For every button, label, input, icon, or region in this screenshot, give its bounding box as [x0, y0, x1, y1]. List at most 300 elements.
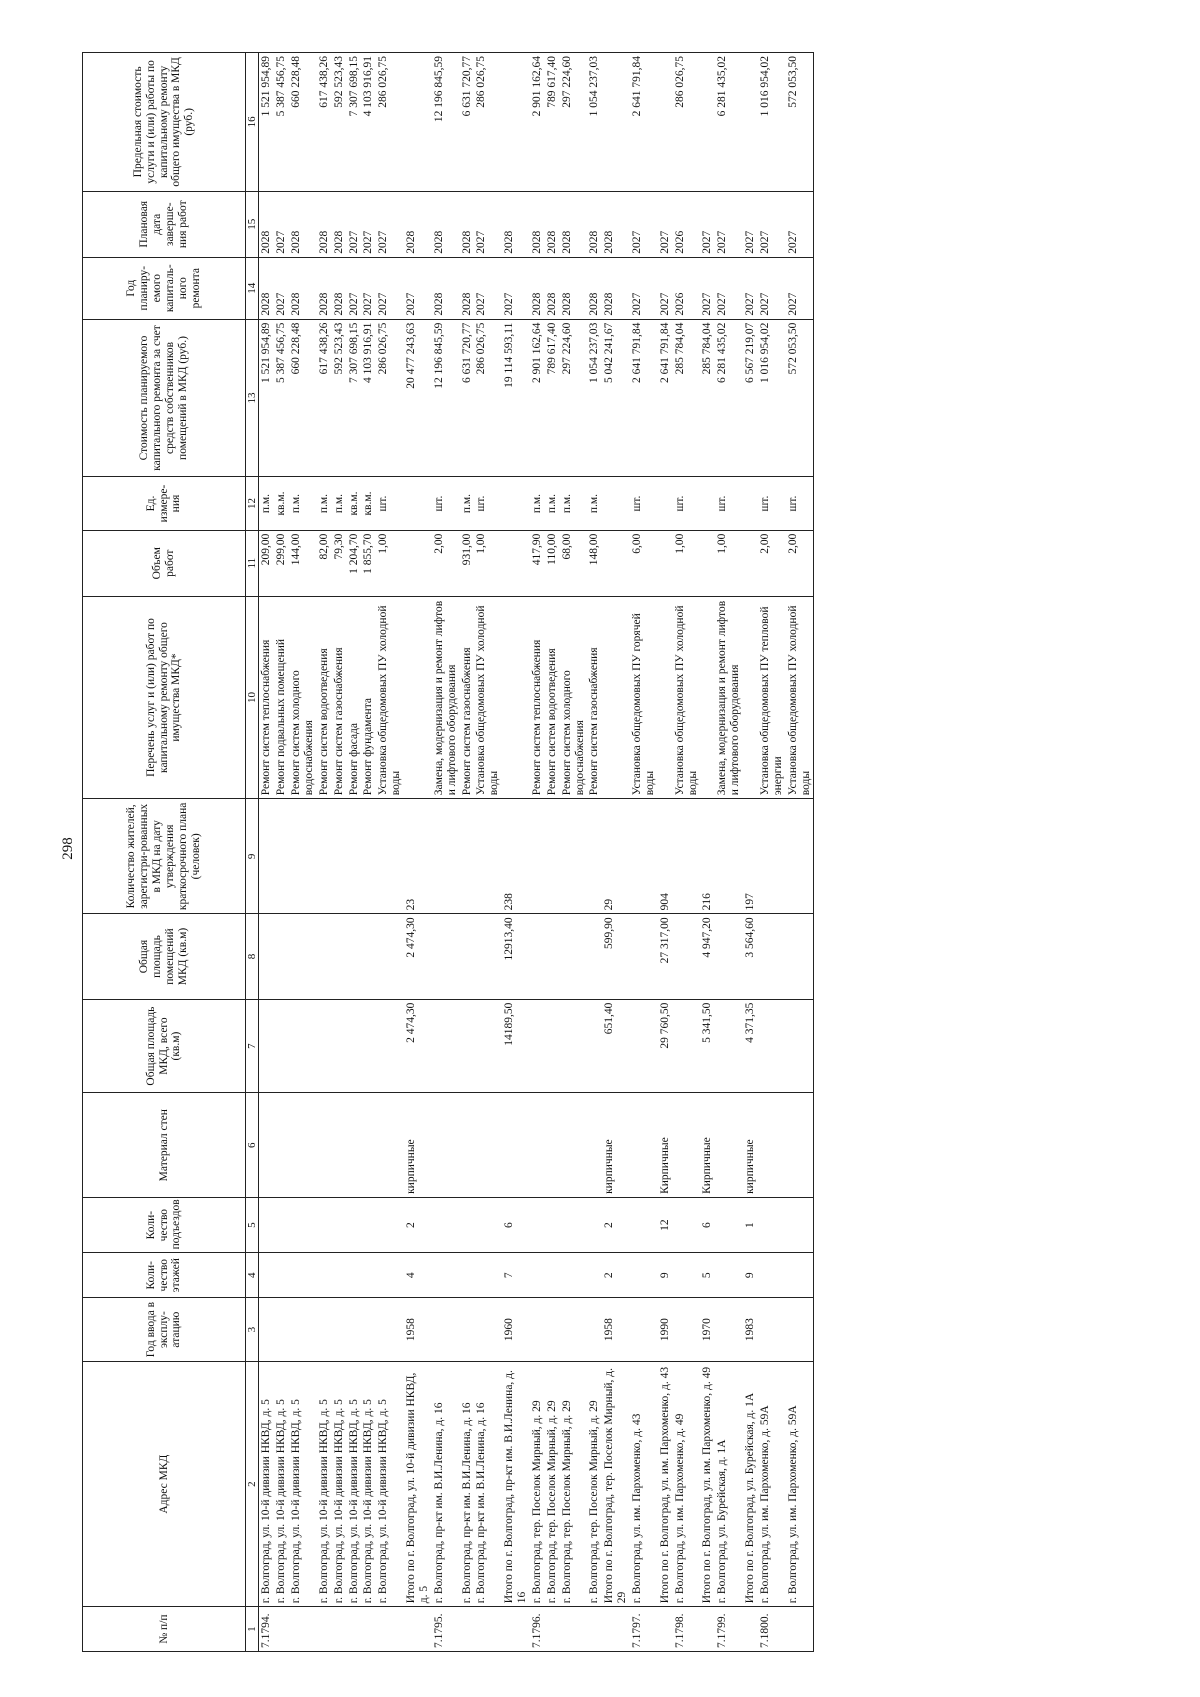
table-cell [602, 1607, 630, 1652]
table-cell: 2027 [376, 257, 404, 319]
table-cell: 2027 [376, 191, 404, 257]
table-cell: 2027 [715, 191, 743, 257]
table-body [259, 53, 814, 1652]
table-cell: 572 053,50 [786, 53, 814, 192]
table-cell: 2028 [502, 191, 530, 257]
table-cell: 2027 [474, 257, 502, 319]
table-cell: г. Волгоград, ул. 10-й дивизии НКВД, д. 5 [259, 1362, 274, 1607]
table-cell: 238 [502, 799, 530, 914]
table-cell: 4 103 916,91 [361, 53, 376, 192]
table-cell [289, 999, 317, 1093]
table-cell: 417,90 [530, 530, 545, 596]
table-cell: 1,00 [376, 530, 404, 596]
table-cell: 12 [658, 1197, 673, 1252]
table-cell: 7.1800. [758, 1607, 786, 1652]
table-cell: 5 [700, 1253, 715, 1298]
table-cell [743, 53, 758, 192]
table-cell [404, 477, 432, 530]
table-cell: 2027 [700, 257, 715, 319]
table-row [630, 53, 658, 1652]
capital-repair-table [82, 52, 814, 1652]
table-cell: 2 474,30 [404, 999, 432, 1093]
table-cell [432, 914, 460, 999]
table-cell: п.м. [332, 477, 347, 530]
table-cell [361, 999, 376, 1093]
table-cell [630, 1093, 658, 1197]
table-cell [376, 914, 404, 999]
table-cell [317, 1253, 332, 1298]
table-cell: 2027 [274, 191, 289, 257]
table-cell: 2027 [700, 191, 715, 257]
table-cell [332, 914, 347, 999]
table-row [460, 53, 475, 1652]
table-row [347, 53, 362, 1652]
table-cell [700, 596, 715, 799]
table-cell: 651,40 [602, 999, 630, 1093]
table-cell [460, 799, 475, 914]
table-cell: 1983 [743, 1298, 758, 1362]
table-cell: 2028 [259, 257, 274, 319]
table-cell: г. Волгоград, пр-кт им. В.И.Ленина, д. 16 [460, 1362, 475, 1607]
table-cell [715, 1253, 743, 1298]
table-cell: 2 474,30 [404, 914, 432, 999]
table-cell [347, 1298, 362, 1362]
table-cell: 2028 [602, 191, 630, 257]
table-cell: 209,00 [259, 530, 274, 596]
table-cell [758, 799, 786, 914]
table-cell: 1 054 237,03 [587, 53, 602, 192]
table-cell: Установка общедомовых ПУ тепловой энергии [758, 596, 786, 799]
table-cell: 2028 [545, 191, 560, 257]
table-cell [332, 1607, 347, 1652]
table-cell: 1970 [700, 1298, 715, 1362]
table-cell: Установка общедомовых ПУ холодной воды [376, 596, 404, 799]
table-cell: 2028 [289, 191, 317, 257]
table-cell: 23 [404, 799, 432, 914]
table-cell [474, 1093, 502, 1197]
table-cell: Ремонт фасада [347, 596, 362, 799]
table-cell: 2026 [673, 191, 701, 257]
table-cell [700, 477, 715, 530]
table-cell: 2028 [602, 257, 630, 319]
table-cell [347, 1093, 362, 1197]
table-cell: 1958 [404, 1298, 432, 1362]
table-cell: Ремонт систем газоснабжения [332, 596, 347, 799]
table-cell: 572 053,50 [786, 319, 814, 477]
table-cell [474, 1607, 502, 1652]
table-cell: 6 631 720,77 [460, 319, 475, 477]
column-number: 16 [246, 53, 259, 192]
column-header: Предельная стоимость услуги и (или) работы по капитальному ремонту общего имущества в МКД (руб.) [83, 53, 246, 192]
table-cell: 2028 [587, 191, 602, 257]
table-cell [274, 1253, 289, 1298]
table-cell [347, 1197, 362, 1252]
table-cell: 286 026,75 [673, 53, 701, 192]
table-cell: 2027 [786, 257, 814, 319]
table-cell: 2028 [317, 257, 332, 319]
table-cell: 617 438,26 [317, 53, 332, 192]
table-cell [587, 1253, 602, 1298]
table-cell [289, 1253, 317, 1298]
table-cell: 286 026,75 [474, 53, 502, 192]
table-row [274, 53, 289, 1652]
table-cell [560, 1093, 588, 1197]
table-cell [274, 799, 289, 914]
table-cell [460, 1197, 475, 1252]
table-cell [630, 799, 658, 914]
table-row [432, 53, 460, 1652]
column-header: Материал стен [83, 1093, 246, 1197]
table-cell [361, 1298, 376, 1362]
table-cell [259, 799, 274, 914]
table-cell: Ремонт систем водоотведения [317, 596, 332, 799]
table-cell [587, 1607, 602, 1652]
table-cell [545, 1197, 560, 1252]
table-cell [630, 914, 658, 999]
table-cell [361, 1607, 376, 1652]
table-cell: г. Волгоград, тер. Поселок Мирный, д. 29 [560, 1362, 588, 1607]
table-row [758, 53, 786, 1652]
table-cell: г. Волгоград, ул. 10-й дивизии НКВД, д. 5 [376, 1362, 404, 1607]
table-cell: 2027 [347, 191, 362, 257]
table-cell [786, 1298, 814, 1362]
header-row [83, 53, 246, 1652]
table-row [376, 53, 404, 1652]
table-cell [700, 53, 715, 192]
table-row [587, 53, 602, 1652]
table-cell: 592 523,43 [332, 319, 347, 477]
column-header: Год ввода в эксплу-атацию [83, 1298, 246, 1362]
table-cell: Установка общедомовых ПУ горячей воды [630, 596, 658, 799]
table-cell: Ремонт систем теплоснабжения [530, 596, 545, 799]
column-number: 3 [246, 1298, 259, 1362]
column-number: 10 [246, 596, 259, 799]
table-cell: 660 228,48 [289, 53, 317, 192]
table-cell: 286 026,75 [376, 53, 404, 192]
table-cell: 2027 [786, 191, 814, 257]
table-cell [259, 999, 274, 1093]
table-cell [758, 1298, 786, 1362]
table-cell [673, 1093, 701, 1197]
table-cell: 2027 [715, 257, 743, 319]
table-cell: 2 641 791,84 [630, 319, 658, 477]
table-row [404, 53, 432, 1652]
table-cell: 286 026,75 [474, 319, 502, 477]
table-cell [758, 914, 786, 999]
table-cell [274, 1197, 289, 1252]
table-cell: 2027 [658, 257, 673, 319]
table-cell: 2028 [530, 257, 545, 319]
table-cell [715, 999, 743, 1093]
table-cell: 9 [658, 1253, 673, 1298]
table-cell: п.м. [289, 477, 317, 530]
table-cell: Кирпичные [658, 1093, 673, 1197]
table-cell: Итого по г. Волгоград, тер. Поселок Мирный, д. 29 [602, 1362, 630, 1607]
table-cell: 5 387 456,75 [274, 319, 289, 477]
table-cell [259, 1253, 274, 1298]
table-cell [361, 914, 376, 999]
table-cell [560, 1607, 588, 1652]
column-number: 11 [246, 530, 259, 596]
table-cell: п.м. [545, 477, 560, 530]
table-cell: 2028 [587, 257, 602, 319]
table-cell: Итого по г. Волгоград, ул. Бурейская, д. 1А [743, 1362, 758, 1607]
table-cell: г. Волгоград, ул. им. Пархоменко, д. 59А [758, 1362, 786, 1607]
column-header: Стоимость планируемого капитального ремонта за счет средств собственников помещений в МКД (руб.) [83, 319, 246, 477]
table-cell: Итого по г. Волгоград, пр-кт им. В.И.Ленина, д. 16 [502, 1362, 530, 1607]
table-cell: шт. [758, 477, 786, 530]
table-cell [743, 596, 758, 799]
table-cell [376, 1093, 404, 1197]
table-cell: г. Волгоград, тер. Поселок Мирный, д. 29 [545, 1362, 560, 1607]
table-cell: г. Волгоград, ул. им. Пархоменко, д. 43 [630, 1362, 658, 1607]
table-cell: 148,00 [587, 530, 602, 596]
table-cell: 2028 [432, 257, 460, 319]
table-cell: 2 901 162,64 [530, 319, 545, 477]
table-cell: г. Волгоград, ул. 10-й дивизии НКВД, д. 5 [361, 1362, 376, 1607]
table-cell: Итого по г. Волгоград, ул. им. Пархоменко, д. 43 [658, 1362, 673, 1607]
table-cell [630, 1298, 658, 1362]
table-cell [530, 1298, 545, 1362]
table-cell: шт. [474, 477, 502, 530]
table-cell [743, 530, 758, 596]
table-cell [347, 999, 362, 1093]
table-cell: 3 564,60 [743, 914, 758, 999]
column-header: Плановая дата заверше-ния работ [83, 191, 246, 257]
table-cell [758, 1253, 786, 1298]
table-cell [376, 1298, 404, 1362]
table-cell [786, 999, 814, 1093]
table-cell: 2028 [404, 191, 432, 257]
column-header: Общая площадь МКД, всего (кв.м) [83, 999, 246, 1093]
table-cell: 1 016 954,02 [758, 53, 786, 192]
table-cell: 2 641 791,84 [630, 53, 658, 192]
table-row [602, 53, 630, 1652]
table-cell [474, 1197, 502, 1252]
table-cell: 7 307 698,15 [347, 53, 362, 192]
table-cell [274, 914, 289, 999]
table-cell: 1 016 954,02 [758, 319, 786, 477]
table-cell [332, 999, 347, 1093]
table-row [545, 53, 560, 1652]
table-cell: 144,00 [289, 530, 317, 596]
table-cell: 2 [602, 1253, 630, 1298]
table-cell [758, 1197, 786, 1252]
table-cell: 2 641 791,84 [658, 319, 673, 477]
table-cell: 2,00 [758, 530, 786, 596]
table-cell: Установка общедомовых ПУ холодной воды [673, 596, 701, 799]
table-cell [630, 999, 658, 1093]
table-cell [715, 914, 743, 999]
table-cell: 6 [502, 1197, 530, 1252]
table-cell: 2027 [274, 257, 289, 319]
table-cell: г. Волгоград, тер. Поселок Мирный, д. 29 [587, 1362, 602, 1607]
table-cell: кирпичные [743, 1093, 758, 1197]
table-cell [259, 914, 274, 999]
table-cell: г. Волгоград, ул. им. Пархоменко, д. 59А [786, 1362, 814, 1607]
table-cell [404, 1607, 432, 1652]
table-cell [259, 1197, 274, 1252]
table-cell: Замена, модернизация и ремонт лифтов и лифтового оборудования [432, 596, 460, 799]
table-cell: 2027 [743, 191, 758, 257]
table-cell [502, 1607, 530, 1652]
table-cell [404, 596, 432, 799]
table-cell: кв.м. [361, 477, 376, 530]
table-cell [786, 799, 814, 914]
table-cell: 7.1799. [715, 1607, 743, 1652]
column-number: 4 [246, 1253, 259, 1298]
table-cell: 6,00 [630, 530, 658, 596]
table-cell: г. Волгоград, ул. 10-й дивизии НКВД, д. 5 [289, 1362, 317, 1607]
table-cell: Итого по г. Волгоград, ул. им. Пархоменко, д. 49 [700, 1362, 715, 1607]
column-number: 12 [246, 477, 259, 530]
table-cell [545, 1298, 560, 1362]
table-cell [347, 799, 362, 914]
table-cell [361, 799, 376, 914]
table-cell [758, 999, 786, 1093]
table-cell: г. Волгоград, ул. 10-й дивизии НКВД, д. 5 [347, 1362, 362, 1607]
table-cell: п.м. [530, 477, 545, 530]
table-cell [658, 477, 673, 530]
table-row [530, 53, 545, 1652]
column-number: 9 [246, 799, 259, 914]
table-cell [602, 596, 630, 799]
table-row [743, 53, 758, 1652]
column-number: 5 [246, 1197, 259, 1252]
table-cell: Установка общедомовых ПУ холодной воды [786, 596, 814, 799]
table-cell [502, 1093, 530, 1197]
table-cell: 5 387 456,75 [274, 53, 289, 192]
table-cell [786, 1093, 814, 1197]
table-cell [530, 1253, 545, 1298]
table-cell [460, 999, 475, 1093]
table-cell [259, 1093, 274, 1197]
table-cell: 6 281 435,02 [715, 319, 743, 477]
table-cell [786, 1253, 814, 1298]
table-cell [432, 999, 460, 1093]
table-cell: г. Волгоград, пр-кт им. В.И.Ленина, д. 16 [474, 1362, 502, 1607]
table-row [317, 53, 332, 1652]
table-cell: 12 196 845,59 [432, 53, 460, 192]
table-cell: 19 114 593,11 [502, 319, 530, 477]
table-cell [432, 1093, 460, 1197]
table-cell [332, 1298, 347, 1362]
table-cell: Ремонт систем газоснабжения [460, 596, 475, 799]
table-cell [289, 799, 317, 914]
table-cell [289, 914, 317, 999]
column-header: Коли-чество подъездов [83, 1197, 246, 1252]
table-cell [545, 914, 560, 999]
table-cell: 14189,50 [502, 999, 530, 1093]
table-cell [332, 799, 347, 914]
table-cell: 7.1795. [432, 1607, 460, 1652]
table-cell [587, 999, 602, 1093]
table-cell [743, 1607, 758, 1652]
table-cell [560, 1298, 588, 1362]
table-cell: 2027 [630, 257, 658, 319]
table-cell: 2027 [361, 191, 376, 257]
table-cell: 2027 [658, 191, 673, 257]
table-cell: 592 523,43 [332, 53, 347, 192]
table-cell [545, 999, 560, 1093]
table-cell: 7.1796. [530, 1607, 545, 1652]
table-cell: 6 [700, 1197, 715, 1252]
table-cell [530, 1093, 545, 1197]
table-cell: 2027 [758, 191, 786, 257]
table-cell: 29 760,50 [658, 999, 673, 1093]
table-cell: 1 855,70 [361, 530, 376, 596]
table-cell [673, 999, 701, 1093]
column-number: 14 [246, 257, 259, 319]
table-cell [530, 799, 545, 914]
table-cell: 2 901 162,64 [530, 53, 545, 192]
table-cell: 9 [743, 1253, 758, 1298]
table-cell [602, 53, 630, 192]
column-number: 13 [246, 319, 259, 477]
table-cell: г. Волгоград, ул. 10-й дивизии НКВД, д. 5 [332, 1362, 347, 1607]
table-cell: 2028 [317, 191, 332, 257]
table-cell [347, 914, 362, 999]
table-cell [587, 1298, 602, 1362]
table-cell [460, 1093, 475, 1197]
table-cell: 2028 [259, 191, 274, 257]
table-cell [289, 1607, 317, 1652]
table-cell: 27 317,00 [658, 914, 673, 999]
table-cell [545, 799, 560, 914]
table-cell [587, 1093, 602, 1197]
table-cell [673, 914, 701, 999]
table-cell [332, 1253, 347, 1298]
table-cell [376, 999, 404, 1093]
table-cell [289, 1298, 317, 1362]
table-cell: кирпичные [602, 1093, 630, 1197]
table-cell [259, 1298, 274, 1362]
table-cell: 789 617,40 [545, 53, 560, 192]
table-cell [274, 999, 289, 1093]
table-cell: шт. [673, 477, 701, 530]
table-cell: 2028 [460, 191, 475, 257]
table-cell [587, 799, 602, 914]
table-cell: шт. [786, 477, 814, 530]
table-cell [376, 1197, 404, 1252]
table-cell: кирпичные [404, 1093, 432, 1197]
column-number: 2 [246, 1362, 259, 1607]
table-row [474, 53, 502, 1652]
table-cell [560, 914, 588, 999]
table-cell: 7.1794. [259, 1607, 274, 1652]
table-cell: 2027 [404, 257, 432, 319]
page-number: 298 [60, 837, 76, 860]
table-cell: 599,90 [602, 914, 630, 999]
table-cell [317, 799, 332, 914]
table-row [332, 53, 347, 1652]
table-cell [332, 1197, 347, 1252]
table-cell: 7.1797. [630, 1607, 658, 1652]
table-cell [460, 1253, 475, 1298]
table-cell [630, 1253, 658, 1298]
table-cell: 4 [404, 1253, 432, 1298]
table-row [361, 53, 376, 1652]
table-cell [474, 1253, 502, 1298]
table-row [673, 53, 701, 1652]
table-cell: 6 631 720,77 [460, 53, 475, 192]
table-cell [361, 1253, 376, 1298]
table-cell: 197 [743, 799, 758, 914]
table-cell: п.м. [460, 477, 475, 530]
column-header: Перечень услуг и (или) работ по капитальному ремонту общего имущества МКД* [83, 596, 246, 799]
table-cell [474, 914, 502, 999]
table-cell [602, 477, 630, 530]
